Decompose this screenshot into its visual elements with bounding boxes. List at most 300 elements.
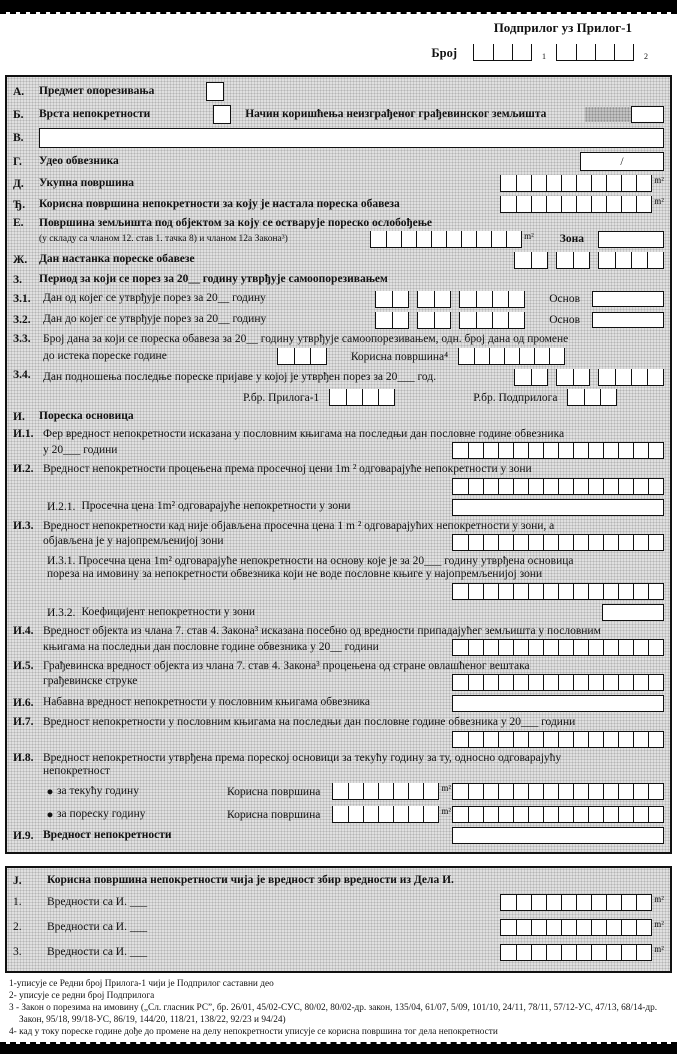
input-cell[interactable] bbox=[528, 732, 543, 747]
j-item-2-cells[interactable] bbox=[500, 919, 652, 936]
input-cell[interactable] bbox=[531, 252, 547, 268]
input-cell[interactable] bbox=[393, 783, 408, 799]
input-cell[interactable] bbox=[528, 784, 543, 799]
input-cell[interactable] bbox=[591, 920, 606, 935]
input-cell[interactable] bbox=[549, 348, 564, 364]
input-cell[interactable] bbox=[546, 895, 561, 910]
input-cell[interactable] bbox=[648, 535, 663, 550]
input-cell[interactable] bbox=[483, 535, 498, 550]
input-cell[interactable] bbox=[648, 807, 663, 822]
input-cell[interactable] bbox=[588, 535, 603, 550]
input-cell[interactable] bbox=[576, 895, 591, 910]
input-cell[interactable] bbox=[561, 895, 576, 910]
input-cell[interactable] bbox=[392, 291, 408, 307]
input-cell[interactable] bbox=[460, 291, 476, 307]
input-cell[interactable] bbox=[528, 479, 543, 494]
z3-broj-dana-cells[interactable] bbox=[277, 348, 327, 365]
z2-osnov-input[interactable] bbox=[592, 312, 664, 328]
input-cell[interactable] bbox=[546, 196, 561, 212]
input-cell[interactable] bbox=[647, 369, 663, 385]
input-cell[interactable] bbox=[460, 312, 476, 328]
korisna-povrsina-obaveza-cells[interactable] bbox=[500, 196, 652, 213]
input-cell[interactable] bbox=[330, 389, 346, 405]
input-cell[interactable] bbox=[546, 175, 561, 191]
input-cell[interactable] bbox=[498, 535, 513, 550]
input-cell[interactable] bbox=[557, 252, 573, 268]
input-cell[interactable] bbox=[278, 348, 294, 364]
input-cell[interactable] bbox=[603, 675, 618, 690]
input-cell[interactable] bbox=[636, 196, 651, 212]
input-cell[interactable] bbox=[453, 443, 468, 458]
input-cell[interactable] bbox=[501, 196, 516, 212]
input-cell[interactable] bbox=[531, 175, 546, 191]
input-cell[interactable] bbox=[576, 44, 595, 60]
input-cell[interactable] bbox=[468, 640, 483, 655]
input-cell[interactable] bbox=[588, 584, 603, 599]
input-cell[interactable] bbox=[573, 732, 588, 747]
input-cell[interactable] bbox=[568, 389, 584, 405]
input-cell[interactable] bbox=[600, 389, 616, 405]
z2-month-cells[interactable] bbox=[417, 312, 451, 329]
input-cell[interactable] bbox=[363, 783, 378, 799]
input-cell[interactable] bbox=[588, 675, 603, 690]
input-cell[interactable] bbox=[614, 44, 633, 60]
input-cell[interactable] bbox=[504, 348, 519, 364]
input-cell[interactable] bbox=[528, 675, 543, 690]
input-cell[interactable] bbox=[588, 640, 603, 655]
input-cell[interactable] bbox=[453, 535, 468, 550]
input-cell[interactable] bbox=[573, 807, 588, 822]
input-cell[interactable] bbox=[513, 479, 528, 494]
input-cell[interactable] bbox=[633, 584, 648, 599]
dan-nastanka-month-cells[interactable] bbox=[556, 252, 590, 269]
z2-year-cells[interactable] bbox=[459, 312, 525, 329]
input-cell[interactable] bbox=[633, 443, 648, 458]
input-cell[interactable] bbox=[531, 920, 546, 935]
input-cell[interactable] bbox=[513, 807, 528, 822]
i8-tekuca-korisna-cells[interactable] bbox=[332, 783, 439, 800]
input-cell[interactable] bbox=[633, 732, 648, 747]
input-cell[interactable] bbox=[483, 479, 498, 494]
input-cell[interactable] bbox=[378, 806, 393, 822]
input-cell[interactable] bbox=[498, 584, 513, 599]
input-cell[interactable] bbox=[631, 369, 647, 385]
input-cell[interactable] bbox=[648, 584, 663, 599]
input-cell[interactable] bbox=[423, 806, 438, 822]
input-cell[interactable] bbox=[516, 895, 531, 910]
input-cell[interactable] bbox=[528, 584, 543, 599]
input-cell[interactable] bbox=[513, 784, 528, 799]
input-cell[interactable] bbox=[468, 443, 483, 458]
input-cell[interactable] bbox=[591, 175, 606, 191]
input-cell[interactable] bbox=[615, 252, 631, 268]
input-cell[interactable] bbox=[474, 44, 493, 60]
input-cell[interactable] bbox=[476, 231, 491, 247]
input-cell[interactable] bbox=[348, 806, 363, 822]
input-cell[interactable] bbox=[633, 535, 648, 550]
input-cell[interactable] bbox=[618, 784, 633, 799]
z2-day-cells[interactable] bbox=[375, 312, 409, 329]
i5-value-cells[interactable] bbox=[452, 674, 664, 691]
povrsina-oslobodjenje-cells[interactable] bbox=[370, 231, 522, 248]
input-cell[interactable] bbox=[631, 252, 647, 268]
input-cell[interactable] bbox=[558, 784, 573, 799]
input-cell[interactable] bbox=[543, 675, 558, 690]
input-cell[interactable] bbox=[453, 479, 468, 494]
input-cell[interactable] bbox=[498, 479, 513, 494]
input-cell[interactable] bbox=[606, 196, 621, 212]
input-cell[interactable] bbox=[453, 675, 468, 690]
input-cell[interactable] bbox=[446, 231, 461, 247]
input-cell[interactable] bbox=[595, 44, 614, 60]
input-cell[interactable] bbox=[516, 945, 531, 960]
input-cell[interactable] bbox=[603, 443, 618, 458]
input-cell[interactable] bbox=[515, 369, 531, 385]
input-cell[interactable] bbox=[362, 389, 378, 405]
input-cell[interactable] bbox=[576, 175, 591, 191]
input-cell[interactable] bbox=[376, 291, 392, 307]
input-cell[interactable] bbox=[561, 196, 576, 212]
ukupna-povrsina-cells[interactable] bbox=[500, 175, 652, 192]
input-cell[interactable] bbox=[603, 732, 618, 747]
input-cell[interactable] bbox=[498, 443, 513, 458]
input-cell[interactable] bbox=[591, 196, 606, 212]
input-cell[interactable] bbox=[546, 920, 561, 935]
input-cell[interactable] bbox=[476, 312, 492, 328]
input-cell[interactable] bbox=[310, 348, 326, 364]
input-cell[interactable] bbox=[599, 252, 615, 268]
input-cell[interactable] bbox=[588, 784, 603, 799]
input-cell[interactable] bbox=[508, 291, 524, 307]
input-cell[interactable] bbox=[543, 479, 558, 494]
z1-month-cells[interactable] bbox=[417, 291, 451, 308]
dan-nastanka-day-cells[interactable] bbox=[514, 252, 548, 269]
z4-rbr-priloga-cells[interactable] bbox=[329, 389, 395, 406]
input-cell[interactable] bbox=[648, 732, 663, 747]
input-cell[interactable] bbox=[636, 920, 651, 935]
i32-koeficijent-cells[interactable] bbox=[602, 604, 664, 621]
input-cell[interactable] bbox=[453, 784, 468, 799]
input-cell[interactable] bbox=[615, 369, 631, 385]
input-cell[interactable] bbox=[573, 784, 588, 799]
input-cell[interactable] bbox=[573, 584, 588, 599]
input-cell[interactable] bbox=[416, 231, 431, 247]
input-cell[interactable] bbox=[618, 640, 633, 655]
predmet-oporezivanja-checkbox[interactable] bbox=[206, 82, 224, 101]
input-cell[interactable] bbox=[333, 783, 348, 799]
i21-value-cells[interactable] bbox=[452, 499, 664, 516]
input-cell[interactable] bbox=[489, 348, 504, 364]
input-cell[interactable] bbox=[606, 920, 621, 935]
input-cell[interactable] bbox=[434, 312, 450, 328]
input-cell[interactable] bbox=[528, 640, 543, 655]
i9-value-cells[interactable] bbox=[452, 827, 664, 844]
input-cell[interactable] bbox=[558, 479, 573, 494]
input-cell[interactable] bbox=[346, 389, 362, 405]
input-cell[interactable] bbox=[618, 584, 633, 599]
input-cell[interactable] bbox=[584, 389, 600, 405]
input-cell[interactable] bbox=[501, 920, 516, 935]
i8-poreska-value-cells[interactable] bbox=[452, 806, 664, 823]
row-v-input[interactable] bbox=[39, 128, 664, 148]
input-cell[interactable] bbox=[474, 348, 489, 364]
input-cell[interactable] bbox=[648, 640, 663, 655]
input-cell[interactable] bbox=[543, 443, 558, 458]
input-cell[interactable] bbox=[621, 196, 636, 212]
input-cell[interactable] bbox=[561, 920, 576, 935]
input-cell[interactable] bbox=[418, 312, 434, 328]
input-cell[interactable] bbox=[603, 784, 618, 799]
input-cell[interactable] bbox=[363, 806, 378, 822]
input-cell[interactable] bbox=[591, 945, 606, 960]
input-cell[interactable] bbox=[528, 443, 543, 458]
input-cell[interactable] bbox=[618, 443, 633, 458]
input-cell[interactable] bbox=[498, 784, 513, 799]
input-cell[interactable] bbox=[633, 784, 648, 799]
input-cell[interactable] bbox=[513, 535, 528, 550]
input-cell[interactable] bbox=[636, 945, 651, 960]
input-cell[interactable] bbox=[618, 535, 633, 550]
input-cell[interactable] bbox=[492, 291, 508, 307]
input-cell[interactable] bbox=[558, 675, 573, 690]
i2-value-cells[interactable] bbox=[452, 478, 664, 495]
input-cell[interactable] bbox=[483, 443, 498, 458]
input-cell[interactable] bbox=[648, 443, 663, 458]
input-cell[interactable] bbox=[401, 231, 416, 247]
input-cell[interactable] bbox=[648, 675, 663, 690]
input-cell[interactable] bbox=[543, 584, 558, 599]
input-cell[interactable] bbox=[516, 175, 531, 191]
input-cell[interactable] bbox=[573, 535, 588, 550]
input-cell[interactable] bbox=[519, 348, 534, 364]
input-cell[interactable] bbox=[468, 584, 483, 599]
input-cell[interactable] bbox=[493, 44, 512, 60]
dan-nastanka-year-cells[interactable] bbox=[598, 252, 664, 269]
input-cell[interactable] bbox=[588, 732, 603, 747]
udeo-obveznika-input[interactable] bbox=[580, 152, 664, 171]
input-cell[interactable] bbox=[561, 175, 576, 191]
input-cell[interactable] bbox=[453, 640, 468, 655]
input-cell[interactable] bbox=[498, 807, 513, 822]
input-cell[interactable] bbox=[483, 675, 498, 690]
input-cell[interactable] bbox=[468, 732, 483, 747]
input-cell[interactable] bbox=[423, 783, 438, 799]
input-cell[interactable] bbox=[516, 920, 531, 935]
input-cell[interactable] bbox=[468, 535, 483, 550]
input-cell[interactable] bbox=[483, 732, 498, 747]
j-item-1-cells[interactable] bbox=[500, 894, 652, 911]
input-cell[interactable] bbox=[392, 312, 408, 328]
z3-korisna-povrsina-cells[interactable] bbox=[458, 348, 565, 365]
input-cell[interactable] bbox=[573, 252, 589, 268]
j-item-3-cells[interactable] bbox=[500, 944, 652, 961]
input-cell[interactable] bbox=[558, 584, 573, 599]
input-cell[interactable] bbox=[459, 348, 474, 364]
input-cell[interactable] bbox=[558, 807, 573, 822]
input-cell[interactable] bbox=[606, 175, 621, 191]
input-cell[interactable] bbox=[543, 732, 558, 747]
input-cell[interactable] bbox=[376, 312, 392, 328]
input-cell[interactable] bbox=[558, 535, 573, 550]
input-cell[interactable] bbox=[501, 175, 516, 191]
input-cell[interactable] bbox=[603, 479, 618, 494]
input-cell[interactable] bbox=[606, 895, 621, 910]
z1-osnov-input[interactable] bbox=[592, 291, 664, 307]
input-cell[interactable] bbox=[534, 348, 549, 364]
input-cell[interactable] bbox=[633, 479, 648, 494]
input-cell[interactable] bbox=[618, 732, 633, 747]
input-cell[interactable] bbox=[621, 175, 636, 191]
nacin-koriscenja-box[interactable] bbox=[631, 106, 664, 123]
input-cell[interactable] bbox=[515, 252, 531, 268]
input-cell[interactable] bbox=[531, 945, 546, 960]
input-cell[interactable] bbox=[513, 640, 528, 655]
input-cell[interactable] bbox=[621, 895, 636, 910]
input-cell[interactable] bbox=[543, 807, 558, 822]
input-cell[interactable] bbox=[468, 784, 483, 799]
input-cell[interactable] bbox=[606, 945, 621, 960]
input-cell[interactable] bbox=[558, 732, 573, 747]
input-cell[interactable] bbox=[558, 443, 573, 458]
i8-poreska-korisna-cells[interactable] bbox=[332, 806, 439, 823]
input-cell[interactable] bbox=[506, 231, 521, 247]
input-cell[interactable] bbox=[573, 443, 588, 458]
input-cell[interactable] bbox=[468, 675, 483, 690]
input-cell[interactable] bbox=[648, 479, 663, 494]
input-cell[interactable] bbox=[513, 443, 528, 458]
input-cell[interactable] bbox=[461, 231, 476, 247]
input-cell[interactable] bbox=[573, 675, 588, 690]
input-cell[interactable] bbox=[576, 196, 591, 212]
input-cell[interactable] bbox=[591, 895, 606, 910]
input-cell[interactable] bbox=[531, 196, 546, 212]
input-cell[interactable] bbox=[333, 806, 348, 822]
z4-rbr-podpriloga-cells[interactable] bbox=[567, 389, 617, 406]
input-cell[interactable] bbox=[618, 675, 633, 690]
input-cell[interactable] bbox=[492, 312, 508, 328]
input-cell[interactable] bbox=[513, 584, 528, 599]
input-cell[interactable] bbox=[543, 640, 558, 655]
vrsta-nepokretnosti-checkbox[interactable] bbox=[213, 105, 231, 124]
input-cell[interactable] bbox=[588, 479, 603, 494]
input-cell[interactable] bbox=[513, 675, 528, 690]
input-cell[interactable] bbox=[371, 231, 386, 247]
input-cell[interactable] bbox=[476, 291, 492, 307]
input-cell[interactable] bbox=[393, 806, 408, 822]
input-cell[interactable] bbox=[621, 920, 636, 935]
input-cell[interactable] bbox=[528, 535, 543, 550]
input-cell[interactable] bbox=[557, 369, 573, 385]
i7-value-cells[interactable] bbox=[452, 731, 664, 748]
input-cell[interactable] bbox=[453, 584, 468, 599]
input-cell[interactable] bbox=[498, 732, 513, 747]
z4-month-cells[interactable] bbox=[556, 369, 590, 386]
broj-cells-group1[interactable] bbox=[473, 44, 532, 61]
input-cell[interactable] bbox=[348, 783, 363, 799]
input-cell[interactable] bbox=[378, 389, 394, 405]
input-cell[interactable] bbox=[513, 732, 528, 747]
input-cell[interactable] bbox=[633, 640, 648, 655]
input-cell[interactable] bbox=[603, 807, 618, 822]
input-cell[interactable] bbox=[603, 640, 618, 655]
input-cell[interactable] bbox=[431, 231, 446, 247]
input-cell[interactable] bbox=[531, 369, 547, 385]
input-cell[interactable] bbox=[588, 807, 603, 822]
input-cell[interactable] bbox=[636, 895, 651, 910]
input-cell[interactable] bbox=[573, 479, 588, 494]
input-cell[interactable] bbox=[647, 252, 663, 268]
input-cell[interactable] bbox=[408, 806, 423, 822]
input-cell[interactable] bbox=[418, 291, 434, 307]
input-cell[interactable] bbox=[378, 783, 393, 799]
input-cell[interactable] bbox=[633, 807, 648, 822]
z4-day-cells[interactable] bbox=[514, 369, 548, 386]
input-cell[interactable] bbox=[576, 945, 591, 960]
broj-cells-group2[interactable] bbox=[556, 44, 634, 61]
input-cell[interactable] bbox=[483, 807, 498, 822]
input-cell[interactable] bbox=[528, 807, 543, 822]
i1-value-cells[interactable] bbox=[452, 442, 664, 459]
input-cell[interactable] bbox=[408, 783, 423, 799]
input-cell[interactable] bbox=[468, 807, 483, 822]
input-cell[interactable] bbox=[573, 369, 589, 385]
input-cell[interactable] bbox=[603, 535, 618, 550]
input-cell[interactable] bbox=[516, 196, 531, 212]
input-cell[interactable] bbox=[434, 291, 450, 307]
i6-value-cells[interactable] bbox=[452, 695, 664, 712]
input-cell[interactable] bbox=[483, 640, 498, 655]
input-cell[interactable] bbox=[576, 920, 591, 935]
input-cell[interactable] bbox=[546, 945, 561, 960]
input-cell[interactable] bbox=[599, 369, 615, 385]
input-cell[interactable] bbox=[453, 732, 468, 747]
z4-year-cells[interactable] bbox=[598, 369, 664, 386]
input-cell[interactable] bbox=[557, 44, 576, 60]
i3-value-cells[interactable] bbox=[452, 534, 664, 551]
zona-input[interactable] bbox=[598, 231, 664, 248]
input-cell[interactable] bbox=[483, 784, 498, 799]
input-cell[interactable] bbox=[468, 479, 483, 494]
input-cell[interactable] bbox=[648, 784, 663, 799]
z1-day-cells[interactable] bbox=[375, 291, 409, 308]
z1-year-cells[interactable] bbox=[459, 291, 525, 308]
input-cell[interactable] bbox=[618, 479, 633, 494]
input-cell[interactable] bbox=[498, 640, 513, 655]
input-cell[interactable] bbox=[498, 675, 513, 690]
input-cell[interactable] bbox=[483, 584, 498, 599]
input-cell[interactable] bbox=[621, 945, 636, 960]
i8-tekuca-value-cells[interactable] bbox=[452, 783, 664, 800]
input-cell[interactable] bbox=[573, 640, 588, 655]
i31-value-cells[interactable] bbox=[452, 583, 664, 600]
input-cell[interactable] bbox=[543, 784, 558, 799]
input-cell[interactable] bbox=[603, 584, 618, 599]
input-cell[interactable] bbox=[453, 807, 468, 822]
input-cell[interactable] bbox=[501, 895, 516, 910]
input-cell[interactable] bbox=[633, 675, 648, 690]
input-cell[interactable] bbox=[294, 348, 310, 364]
input-cell[interactable] bbox=[512, 44, 531, 60]
input-cell[interactable] bbox=[561, 945, 576, 960]
input-cell[interactable] bbox=[508, 312, 524, 328]
input-cell[interactable] bbox=[618, 807, 633, 822]
input-cell[interactable] bbox=[636, 175, 651, 191]
input-cell[interactable] bbox=[543, 535, 558, 550]
input-cell[interactable] bbox=[501, 945, 516, 960]
input-cell[interactable] bbox=[531, 895, 546, 910]
input-cell[interactable] bbox=[386, 231, 401, 247]
input-cell[interactable] bbox=[491, 231, 506, 247]
